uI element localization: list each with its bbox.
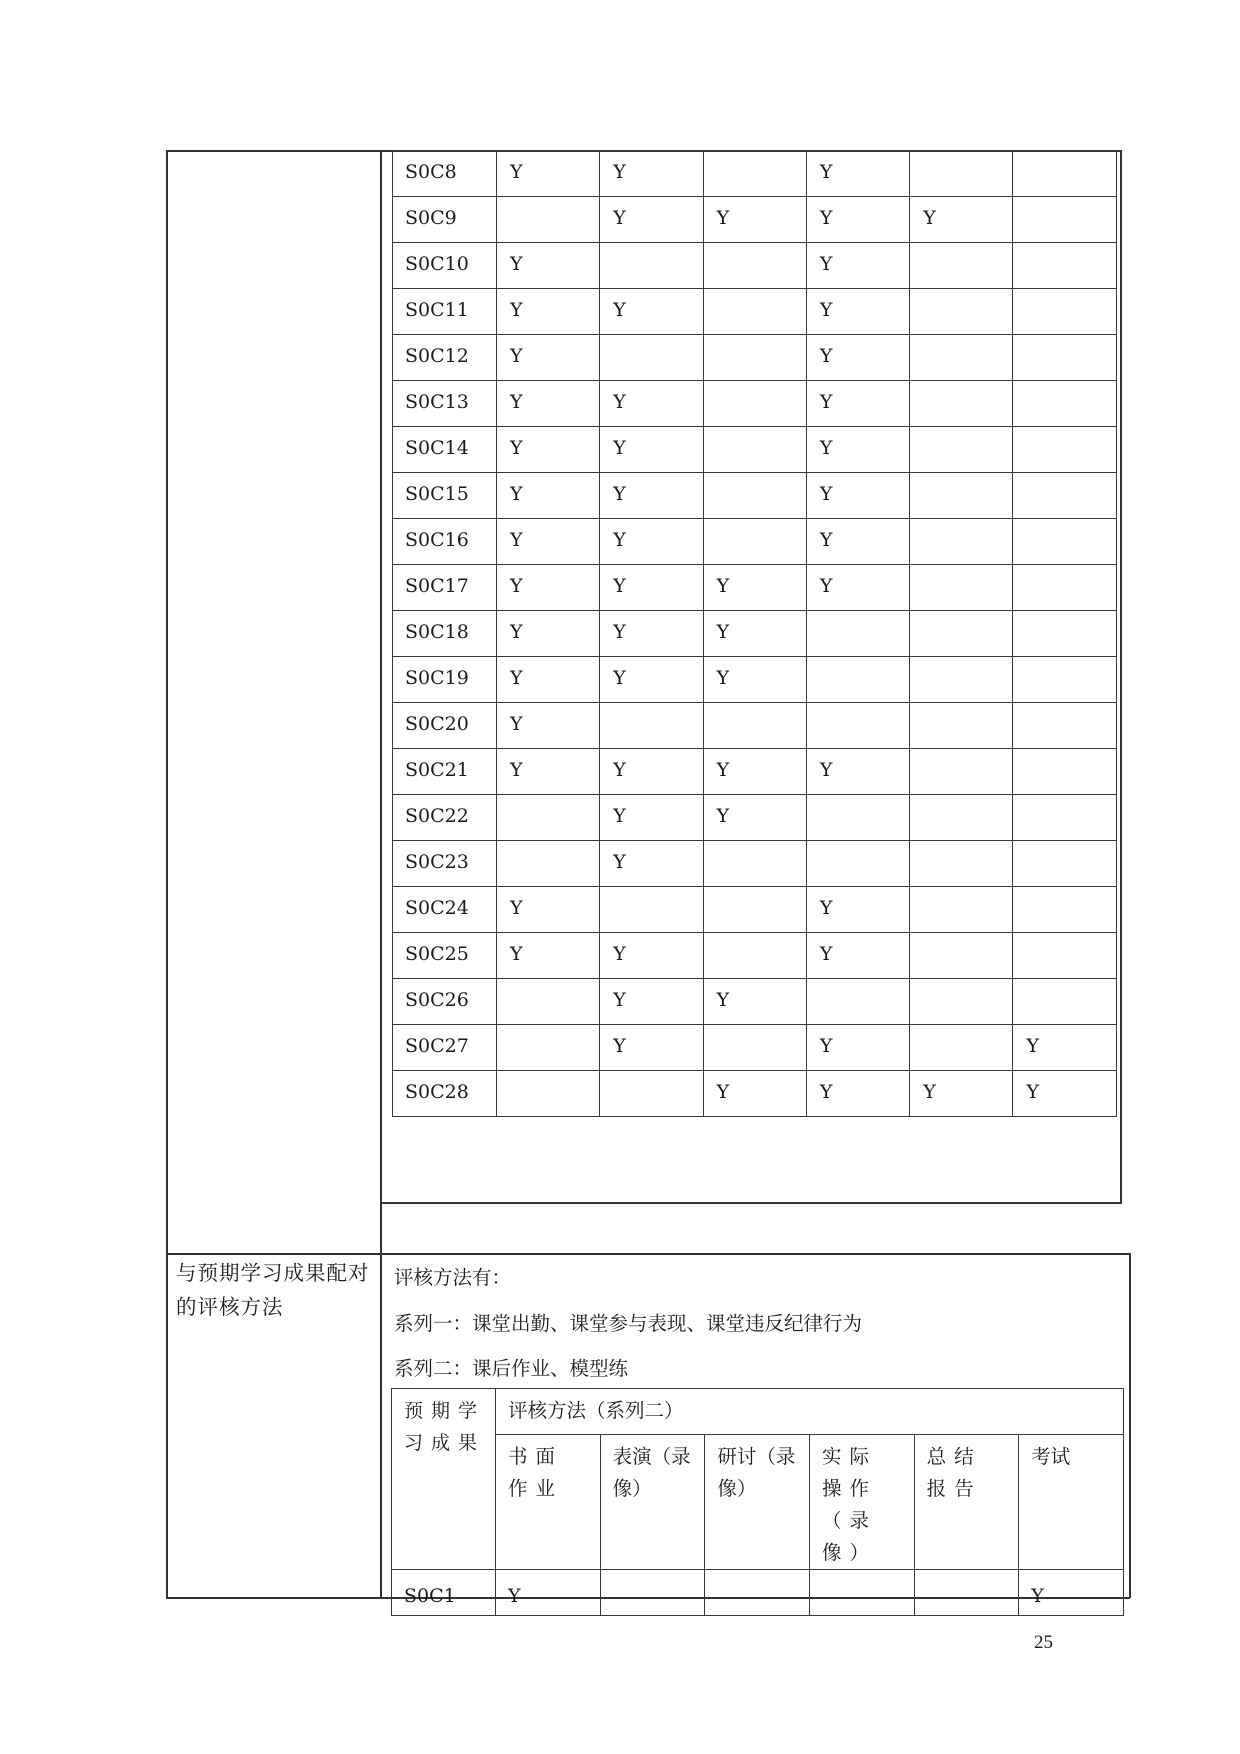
mark-cell: Y — [806, 565, 909, 611]
mark-cell: Y — [703, 565, 806, 611]
matrix-row — [393, 933, 1117, 979]
mark-cell — [497, 1025, 600, 1071]
mark-cell — [910, 611, 1013, 657]
mark-cell — [1013, 335, 1116, 381]
outcome-code-cell: S0C22 — [393, 795, 497, 841]
mark-cell — [497, 1071, 600, 1117]
mark-cell — [1013, 795, 1116, 841]
method-column-header: 表演（录像） — [600, 1435, 705, 1570]
mark-cell — [1013, 473, 1116, 519]
mark-cell: Y — [600, 197, 703, 243]
assessment-intro: 评核方法有： — [394, 1266, 512, 1289]
mark-cell — [910, 151, 1013, 197]
mark-cell: Y — [497, 289, 600, 335]
mark-cell — [1013, 197, 1116, 243]
column-divider — [380, 150, 382, 1598]
matrix-row — [393, 979, 1117, 1025]
assessment-series2: 系列二：课后作业、模型练 — [394, 1357, 629, 1380]
mark-cell: Y — [600, 795, 703, 841]
corner-header-cell — [392, 1389, 496, 1570]
mark-cell: Y — [496, 1570, 601, 1616]
mark-cell: Y — [600, 1025, 703, 1071]
mark-cell — [1013, 427, 1116, 473]
mark-cell — [1013, 151, 1116, 197]
mark-cell — [703, 703, 806, 749]
outcome-code-cell: S0C19 — [393, 657, 497, 703]
outcome-code-cell: S0C14 — [393, 427, 497, 473]
mark-cell — [910, 887, 1013, 933]
outcome-code-cell: S0C18 — [393, 611, 497, 657]
mark-cell — [910, 795, 1013, 841]
matrix-row — [393, 519, 1117, 565]
mark-cell — [703, 841, 806, 887]
mark-cell — [910, 289, 1013, 335]
mark-cell: Y — [1019, 1570, 1124, 1616]
matrix-row — [393, 427, 1117, 473]
method-column-header: 考试 — [1019, 1435, 1124, 1570]
mark-cell — [703, 151, 806, 197]
mark-cell: Y — [497, 335, 600, 381]
matrix-row — [393, 381, 1117, 427]
mark-cell: Y — [600, 473, 703, 519]
inner-rule-1 — [380, 1202, 1122, 1204]
outcome-code-cell: S0C20 — [393, 703, 497, 749]
outcome-code-cell: S0C17 — [393, 565, 497, 611]
mark-cell — [703, 427, 806, 473]
assessment-series1: 系列一：课堂出勤、课堂参与表现、课堂违反纪律行为 — [394, 1312, 863, 1335]
mark-cell — [910, 749, 1013, 795]
outcome-code-cell: S0C23 — [393, 841, 497, 887]
mark-cell: Y — [600, 933, 703, 979]
mark-cell — [910, 565, 1013, 611]
mark-cell: Y — [497, 933, 600, 979]
matrix-row — [393, 243, 1117, 289]
mark-cell — [600, 243, 703, 289]
mark-cell — [910, 1025, 1013, 1071]
mark-cell: Y — [806, 749, 909, 795]
mark-cell — [497, 841, 600, 887]
mark-cell: Y — [497, 657, 600, 703]
mark-cell: Y — [497, 519, 600, 565]
outcome-code-cell: S0C9 — [393, 197, 497, 243]
mark-cell: Y — [600, 565, 703, 611]
mark-cell: Y — [600, 841, 703, 887]
outcome-code-cell: S0C24 — [393, 887, 497, 933]
matrix-row — [393, 335, 1117, 381]
matrix-row — [393, 795, 1117, 841]
matrix-row — [393, 197, 1117, 243]
matrix-row — [393, 703, 1117, 749]
mark-cell — [910, 703, 1013, 749]
mark-cell — [703, 381, 806, 427]
mark-cell — [910, 335, 1013, 381]
method-column-header: 研讨（录像） — [705, 1435, 810, 1570]
mark-cell: Y — [497, 381, 600, 427]
mark-cell — [1013, 933, 1116, 979]
outer-left-border — [166, 150, 168, 1598]
mark-cell — [806, 657, 909, 703]
mark-cell — [600, 1071, 703, 1117]
mark-cell: Y — [497, 151, 600, 197]
mark-cell — [703, 243, 806, 289]
matrix-row — [393, 611, 1117, 657]
assessment-method-table — [391, 1388, 1124, 1616]
outcome-code-cell: S0C28 — [393, 1071, 497, 1117]
corner-header-text: 预期学习成果 — [404, 1400, 486, 1454]
mark-cell: Y — [806, 473, 909, 519]
mark-cell — [910, 427, 1013, 473]
mark-cell — [703, 335, 806, 381]
mark-cell — [910, 979, 1013, 1025]
mark-cell: Y — [600, 657, 703, 703]
mark-cell — [1013, 243, 1116, 289]
matrix-row — [393, 289, 1117, 335]
mark-cell: Y — [806, 381, 909, 427]
outcome-code-cell: S0C11 — [393, 289, 497, 335]
mark-cell — [910, 933, 1013, 979]
mark-cell — [806, 841, 909, 887]
mark-cell: Y — [806, 1071, 909, 1117]
outer-right-border-lower — [1129, 1253, 1131, 1598]
page-number: 25 — [1034, 1632, 1053, 1653]
mark-cell: Y — [497, 749, 600, 795]
method-column-header: 总结报告 — [914, 1435, 1019, 1570]
mark-cell: Y — [497, 703, 600, 749]
matrix-row — [393, 1025, 1117, 1071]
mark-cell — [910, 657, 1013, 703]
mark-cell: Y — [806, 289, 909, 335]
mark-cell — [1013, 289, 1116, 335]
mark-cell — [705, 1570, 810, 1616]
mark-cell: Y — [600, 611, 703, 657]
matrix-row — [393, 151, 1117, 197]
outcome-code-cell: S0C15 — [393, 473, 497, 519]
mark-cell: Y — [806, 243, 909, 289]
outcome-code-cell: S0C10 — [393, 243, 497, 289]
mark-cell — [809, 1570, 914, 1616]
mark-cell — [914, 1570, 1019, 1616]
mark-cell — [1013, 657, 1116, 703]
mark-cell — [703, 473, 806, 519]
mark-cell: Y — [497, 427, 600, 473]
matrix-row — [393, 565, 1117, 611]
mark-cell — [1013, 979, 1116, 1025]
mark-cell: Y — [703, 657, 806, 703]
outer-right-border-upper — [1120, 150, 1122, 1203]
mark-cell — [703, 289, 806, 335]
mark-cell — [806, 611, 909, 657]
group-header-cell — [496, 1389, 1124, 1435]
mark-cell: Y — [497, 473, 600, 519]
mark-cell — [497, 197, 600, 243]
mark-cell — [600, 887, 703, 933]
mark-cell — [1013, 841, 1116, 887]
method-column-header: 实际操作（录像） — [809, 1435, 914, 1570]
mark-cell — [910, 243, 1013, 289]
mark-cell: Y — [806, 335, 909, 381]
mark-cell — [1013, 887, 1116, 933]
mark-cell — [1013, 749, 1116, 795]
mark-cell — [910, 381, 1013, 427]
outcome-code-cell: S0C12 — [393, 335, 497, 381]
mark-cell: Y — [703, 197, 806, 243]
mark-cell: Y — [600, 381, 703, 427]
mark-cell: Y — [703, 749, 806, 795]
mark-cell — [910, 841, 1013, 887]
outcome-code-cell: S0C8 — [393, 151, 497, 197]
mark-cell: Y — [806, 151, 909, 197]
method-column-header: 书面作业 — [496, 1435, 601, 1570]
mark-cell: Y — [497, 243, 600, 289]
mark-cell: Y — [703, 611, 806, 657]
section-divider — [166, 1253, 1130, 1255]
mark-cell: Y — [497, 887, 600, 933]
mark-cell: Y — [600, 289, 703, 335]
mark-cell — [1013, 519, 1116, 565]
group-header-text: 评核方法（系列二） — [508, 1399, 684, 1422]
mark-cell — [806, 795, 909, 841]
mark-cell: Y — [600, 979, 703, 1025]
mark-cell: Y — [806, 519, 909, 565]
outcome-matrix-table — [392, 150, 1117, 1117]
mark-cell — [600, 1570, 705, 1616]
mark-cell: Y — [910, 197, 1013, 243]
mark-cell: Y — [600, 427, 703, 473]
mark-cell — [600, 703, 703, 749]
mark-cell: Y — [600, 151, 703, 197]
mark-cell: Y — [1013, 1025, 1116, 1071]
mark-cell — [703, 887, 806, 933]
mark-cell: Y — [497, 565, 600, 611]
mark-cell — [703, 1025, 806, 1071]
outcome-code-cell: S0C1 — [392, 1570, 496, 1616]
mark-cell: Y — [910, 1071, 1013, 1117]
mark-cell: Y — [703, 795, 806, 841]
mark-cell: Y — [703, 1071, 806, 1117]
mark-cell — [910, 473, 1013, 519]
matrix-row — [393, 1071, 1117, 1117]
assessment-label: 与预期学习成果配对的评核方法 — [176, 1261, 370, 1319]
mark-cell — [703, 933, 806, 979]
mark-cell: Y — [600, 519, 703, 565]
outcome-code-cell: S0C26 — [393, 979, 497, 1025]
matrix-row — [393, 657, 1117, 703]
mark-cell — [1013, 381, 1116, 427]
mark-cell: Y — [806, 197, 909, 243]
matrix-row — [393, 841, 1117, 887]
outcome-code-cell: S0C27 — [393, 1025, 497, 1071]
mark-cell: Y — [703, 979, 806, 1025]
mark-cell — [497, 979, 600, 1025]
mark-cell: Y — [497, 611, 600, 657]
mark-cell — [1013, 611, 1116, 657]
mark-cell: Y — [806, 887, 909, 933]
mark-cell — [703, 519, 806, 565]
mark-cell — [806, 979, 909, 1025]
matrix-row — [393, 887, 1117, 933]
mark-cell — [806, 703, 909, 749]
outcome-code-cell: S0C21 — [393, 749, 497, 795]
mark-cell: Y — [1013, 1071, 1116, 1117]
mark-cell: Y — [806, 933, 909, 979]
mark-cell — [497, 795, 600, 841]
matrix-row — [393, 473, 1117, 519]
mark-cell: Y — [806, 1025, 909, 1071]
mark-cell — [600, 335, 703, 381]
mark-cell: Y — [806, 427, 909, 473]
mark-cell — [1013, 565, 1116, 611]
mark-cell — [910, 519, 1013, 565]
outcome-code-cell: S0C16 — [393, 519, 497, 565]
mark-cell: Y — [600, 749, 703, 795]
mark-cell — [1013, 703, 1116, 749]
matrix-row — [393, 749, 1117, 795]
outcome-code-cell: S0C25 — [393, 933, 497, 979]
outcome-code-cell: S0C13 — [393, 381, 497, 427]
